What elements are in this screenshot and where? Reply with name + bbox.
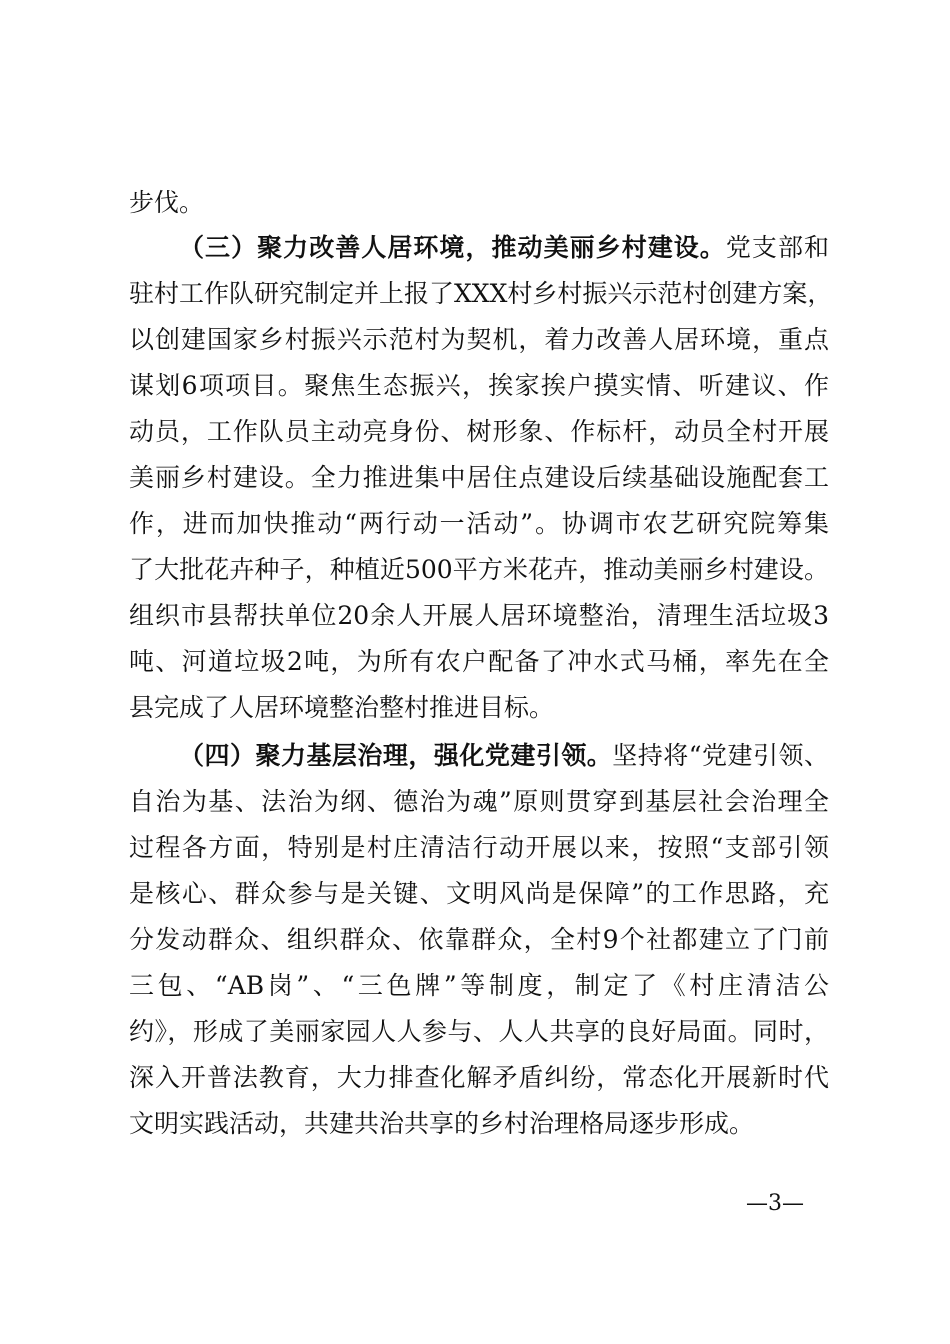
section-4-line: 过程各方面，特别是村庄清洁行动开展以来，按照“支部引领 [129,833,829,862]
section-3-heading: （三）聚力改善人居环境，推动美丽乡村建设。 [179,233,726,262]
section-3-line: 了大批花卉种子，种植近500平方米花卉，推动美丽乡村建设。 [129,555,829,584]
section-4-line: 三包、“AB岗”、“三色牌”等制度，制定了《村庄清洁公 [129,971,829,1000]
section-3-last-line: 县完成了人居环境整治整村推进目标。 [129,693,555,722]
section-4-last-line: 文明实践活动，共建共治共享的乡村治理格局逐步形成。 [129,1109,755,1138]
section-3-body-start: 党支部和 [725,233,829,262]
section-4-line: 约》，形成了美丽家园人人参与、人人共享的良好局面。同时， [129,1017,829,1046]
section-3-first-line [179,225,829,271]
section-3-line: 谋划6项项目。聚焦生态振兴，挨家挨户摸实情、听建议、作 [129,371,829,400]
section-3-line: 美丽乡村建设。全力推进集中居住点建设后续基础设施配套工 [129,463,829,492]
section-4-body-start: 坚持将“党建引领、 [612,741,829,770]
section-4-line: 自治为基、法治为纲、德治为魂”原则贯穿到基层社会治理全 [129,787,829,816]
section-4-line: 分发动群众、组织群众、依靠群众，全村9个社都建立了门前 [129,925,829,954]
page-number: —3— [746,1191,804,1216]
section-3-line: 作，进而加快推动“两行动一活动”。协调市农艺研究院筹集 [129,509,829,538]
section-3-line: 驻村工作队研究制定并上报了XXX村乡村振兴示范村创建方案， [129,279,833,308]
section-4-line: 深入开普法教育，大力排查化解矛盾纠纷，常态化开展新时代 [129,1063,829,1092]
section-3-line: 以创建国家乡村振兴示范村为契机，着力改善人居环境，重点 [129,325,829,354]
continuation-line: 步伐。 [129,188,205,217]
section-3-line: 组织市县帮扶单位20余人开展人居环境整治，清理生活垃圾3 [129,601,829,630]
section-4-first-line [179,733,829,779]
section-3-line: 动员，工作队员主动亮身份、树形象、作标杆，动员全村开展 [129,417,829,446]
section-4-heading: （四）聚力基层治理，强化党建引领。 [179,741,613,770]
section-4-line: 是核心、群众参与是关键、文明风尚是保障”的工作思路，充 [129,879,829,908]
section-3-line: 吨、河道垃圾2吨，为所有农户配备了冲水式马桶，率先在全 [129,647,829,676]
